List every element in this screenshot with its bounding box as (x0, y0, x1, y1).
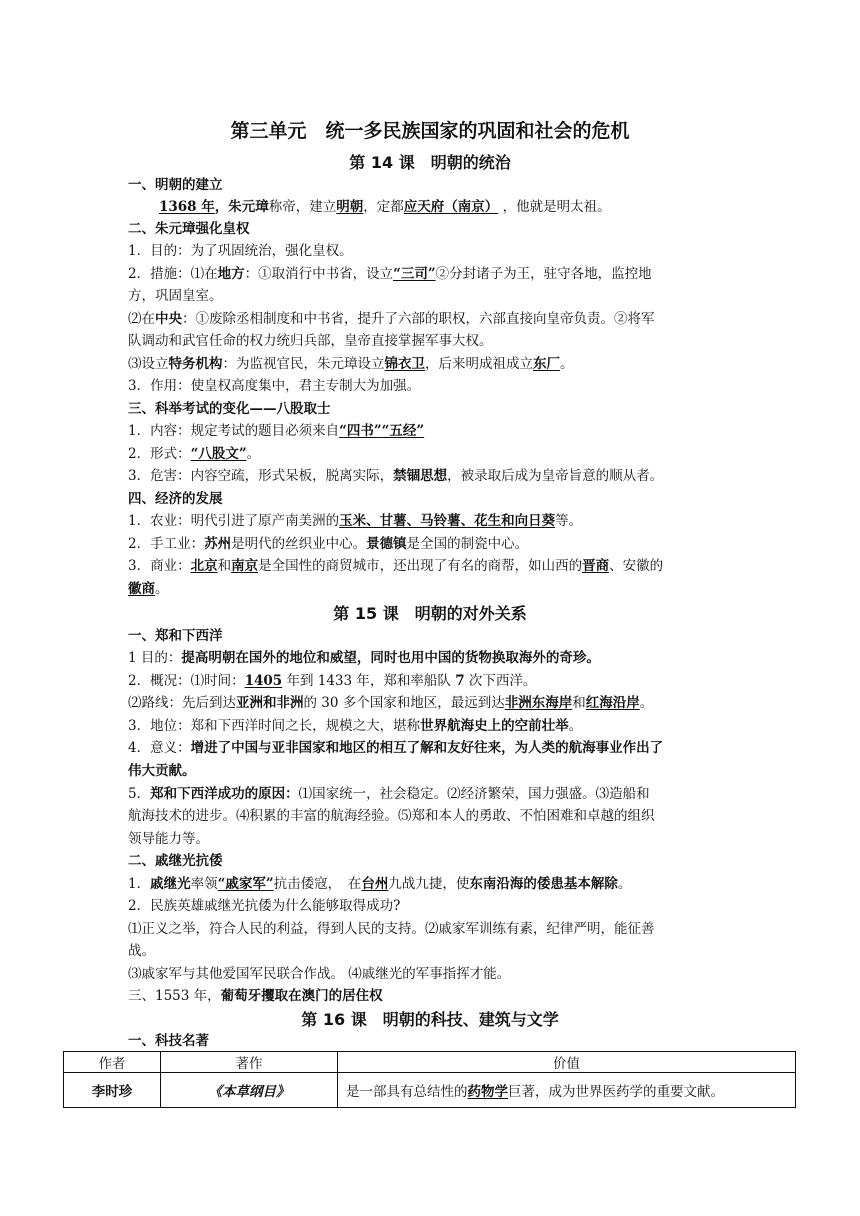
paragraph: 2．手工业：苏州是明代的丝织业中心。景德镇是全国的制瓷中心。 (128, 536, 529, 552)
table-header-author: 作者 (64, 1052, 161, 1073)
section-heading: 二、戚继光抗倭 (128, 853, 223, 869)
paragraph: 徽商。 (128, 581, 169, 597)
section-heading: 一、明朝的建立 (128, 177, 223, 193)
section-heading: 三、科举考试的变化——八股取士 (128, 401, 331, 417)
paragraph: 2．民族英雄戚继光抗倭为什么能够取得成功? (128, 898, 401, 914)
section-heading: 一、科技名著 (128, 1033, 209, 1049)
paragraph: 队调动和武官任命的权力统归兵部，皇帝直接掌握军事大权。 (128, 333, 493, 349)
value-cell: 是一部具有总结性的药物学巨著，成为世界医药学的重要文献。 (338, 1073, 796, 1108)
section-heading: 二、朱元璋强化皇权 (128, 221, 250, 237)
paragraph: 航海技术的进步。⑷积累的丰富的航海经验。⑸郑和本人的勇敢、不怕困难和卓越的组织 (128, 808, 655, 824)
unit-title: 第三单元 统一多民族国家的巩固和社会的危机 (230, 120, 630, 142)
paragraph: 2．措施：⑴在地方：①取消行中书省，设立“三司”②分封诸子为王，驻守各地，监控地 (128, 266, 652, 282)
paragraph: 1．戚继光率领“戚家军”抗击倭寇， 在台州九战九捷，使东南沿海的倭患基本解除。 (128, 876, 632, 892)
paragraph: 3．商业：北京和南京是全国性的商贸城市，还出现了有名的商帮，如山西的晋商、安徽的 (128, 558, 664, 574)
paragraph: ⑶设立特务机构：为监视官民，朱元璋设立锦衣卫，后来明成祖成立东厂。 (128, 356, 574, 372)
paragraph: 3．地位：郑和下西洋时间之长，规模之大，堪称世界航海史上的空前壮举。 (128, 718, 583, 734)
section-heading: 一、郑和下西洋 (128, 628, 223, 644)
lesson-14-title: 第 14 课 明朝的统治 (349, 153, 511, 172)
paragraph: ⑴正义之举，符合人民的利益，得到人民的支持。⑵戚家军训练有素，纪律严明，能征善 (128, 921, 655, 937)
table-header-value: 价值 (338, 1052, 796, 1073)
paragraph: 伟大贡献。 (128, 763, 196, 779)
paragraph: ⑵路线：先后到达亚洲和非洲的 30 多个国家和地区，最远到达非洲东海岸和红海沿岸。 (128, 695, 654, 711)
paragraph: 4．意义：增进了中国与亚非国家和地区的相互了解和友好往来，为人类的航海事业作出了 (128, 740, 664, 756)
work-cell: 《本草纲目》 (161, 1073, 338, 1108)
table-row (64, 1073, 796, 1108)
paragraph: 3．作用：使皇权高度集中，君主专制大为加强。 (128, 378, 421, 394)
paragraph: 战。 (128, 943, 155, 959)
paragraph: ⑵在中央：①废除丞相制度和中书省，提升了六部的职权，六部直接向皇帝负责。②将军 (128, 311, 655, 327)
paragraph: 1 目的：提高明朝在国外的地位和威望，同时也用中国的货物换取海外的奇珍。 (128, 650, 600, 666)
paragraph: 领导能力等。 (128, 831, 209, 847)
author-cell: 李时珍 (64, 1073, 161, 1108)
section-heading: 四、经济的发展 (128, 491, 223, 507)
paragraph: ⑶戚家军与其他爱国军民联合作战。 ⑷戚继光的军事指挥才能。 (128, 966, 511, 982)
table-header-row (64, 1052, 796, 1073)
science-works-table (63, 1051, 796, 1108)
paragraph: 方，巩固皇室。 (128, 288, 223, 304)
paragraph: 2．概况：⑴时间：1405 年到 1433 年，郑和率船队 7 次下西洋。 (128, 673, 537, 689)
paragraph: 三、1553 年，葡萄牙攫取在澳门的居住权 (128, 988, 383, 1004)
lesson-16-title: 第 16 课 明朝的科技、建筑与文学 (301, 1010, 559, 1029)
paragraph: 1．内容：规定考试的题目必须来自“四书”“五经” (128, 423, 425, 439)
paragraph: 1．农业：明代引进了原产南美洲的玉米、甘薯、马铃薯、花生和向日葵等。 (128, 513, 583, 529)
paragraph: 2．形式：“八股文”。 (128, 446, 261, 462)
paragraph: 5．郑和下西洋成功的原因：⑴国家统一，社会稳定。⑵经济繁荣，国力强盛。⑶造船和 (128, 786, 650, 802)
lesson-15-title: 第 15 课 明朝的对外关系 (333, 604, 527, 623)
paragraph: 3．危害：内容空疏，形式呆板，脱离实际，禁锢思想，被录取后成为皇帝旨意的顺从者。 (128, 468, 664, 484)
paragraph: 1．目的：为了巩固统治，强化皇权。 (128, 243, 353, 259)
table-header-work: 著作 (161, 1052, 338, 1073)
paragraph: 1368 年，朱元璋称帝，建立明朝，定都应天府（南京） ，他就是明太祖。 (159, 199, 611, 215)
